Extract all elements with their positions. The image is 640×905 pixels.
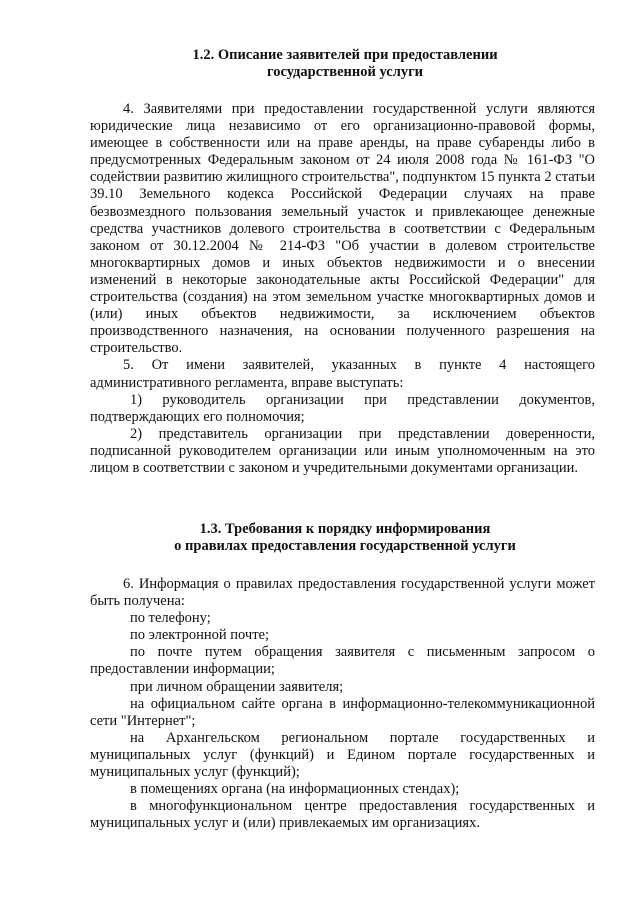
paragraph-5-item-2: 2) представитель организации при представлении доверенности, подписанной руководителем организации или иным уполномоченным на это лицом в соответствии с законом и учредительными документами организации. <box>90 425 595 476</box>
section-heading-line: государственной услуги <box>266 64 424 80</box>
section-body-applicants <box>90 101 595 477</box>
paragraph-5-item-1: 1) руководитель организации при представлении документов, подтверждающих его полномочия; <box>90 391 595 425</box>
section-heading-line: 1.3. Требования к порядку информирования <box>199 521 491 537</box>
section-heading-informing <box>90 521 600 555</box>
section-heading-line: о правилах предоставления государственной услуги <box>174 538 516 554</box>
list-item: на официальном сайте органа в информационно-телекоммуникационной сети "Интернет"; <box>90 695 595 729</box>
paragraph-6: 6. Информация о правилах предоставления государственной услуги может быть получена: <box>90 576 595 610</box>
section-heading-line: 1.2. Описание заявителей при предоставлении <box>192 47 498 63</box>
list-item: по телефону; <box>130 610 211 627</box>
section-body-informing <box>90 576 595 832</box>
paragraph-4: 4. Заявителями при предоставлении государственной услуги являются юридические лица независимо от его организационно-правовой формы, имеющее в собственности или на праве аренды, на праве субаренды либо в предусмотренных Федеральным законом от 24 июля 2008 года № 161-ФЗ "О содействии развитию жилищного строительства", подпунктом 15 пункта 2 статьи 39.10 Земельного кодекса Российской Федерации случаях на праве безвозмездного пользования земельный участок и привлекающее денежные средства участников долевого строительства в соответствии с Федеральным законом от 30.12.2004 № 214-ФЗ "Об участии в долевом строительстве многоквартирных домов и иных объектов недвижимости и о внесении изменений в некоторые законодательные акты Российской Федерации" для строительства (создания) на этом земельном участке многоквартирных домов и (или) иных объектов недвижимости, за исключением объектов производственного назначения, на основании полученного разрешения на строительство. <box>90 101 595 357</box>
section-heading-applicants <box>90 47 600 81</box>
list-item: по почте путем обращения заявителя с письменным запросом о предоставлении информации; <box>90 644 595 678</box>
list-item: на Архангельском региональном портале государственных и муниципальных услуг (функций) и Едином портале государственных и муниципальных услуг (функций); <box>90 729 595 781</box>
paragraph-5: 5. От имени заявителей, указанных в пункте 4 настоящего административного регламента, вправе выступать: <box>90 357 595 391</box>
list-item: в многофункциональном центре предоставления государственных и муниципальных услуг и (или) привлекаемых им организациях. <box>90 798 595 832</box>
list-item: по электронной почте; <box>130 627 270 644</box>
list-item: при личном обращении заявителя; <box>130 678 344 695</box>
list-item: в помещениях органа (на информационных стендах); <box>130 781 460 798</box>
